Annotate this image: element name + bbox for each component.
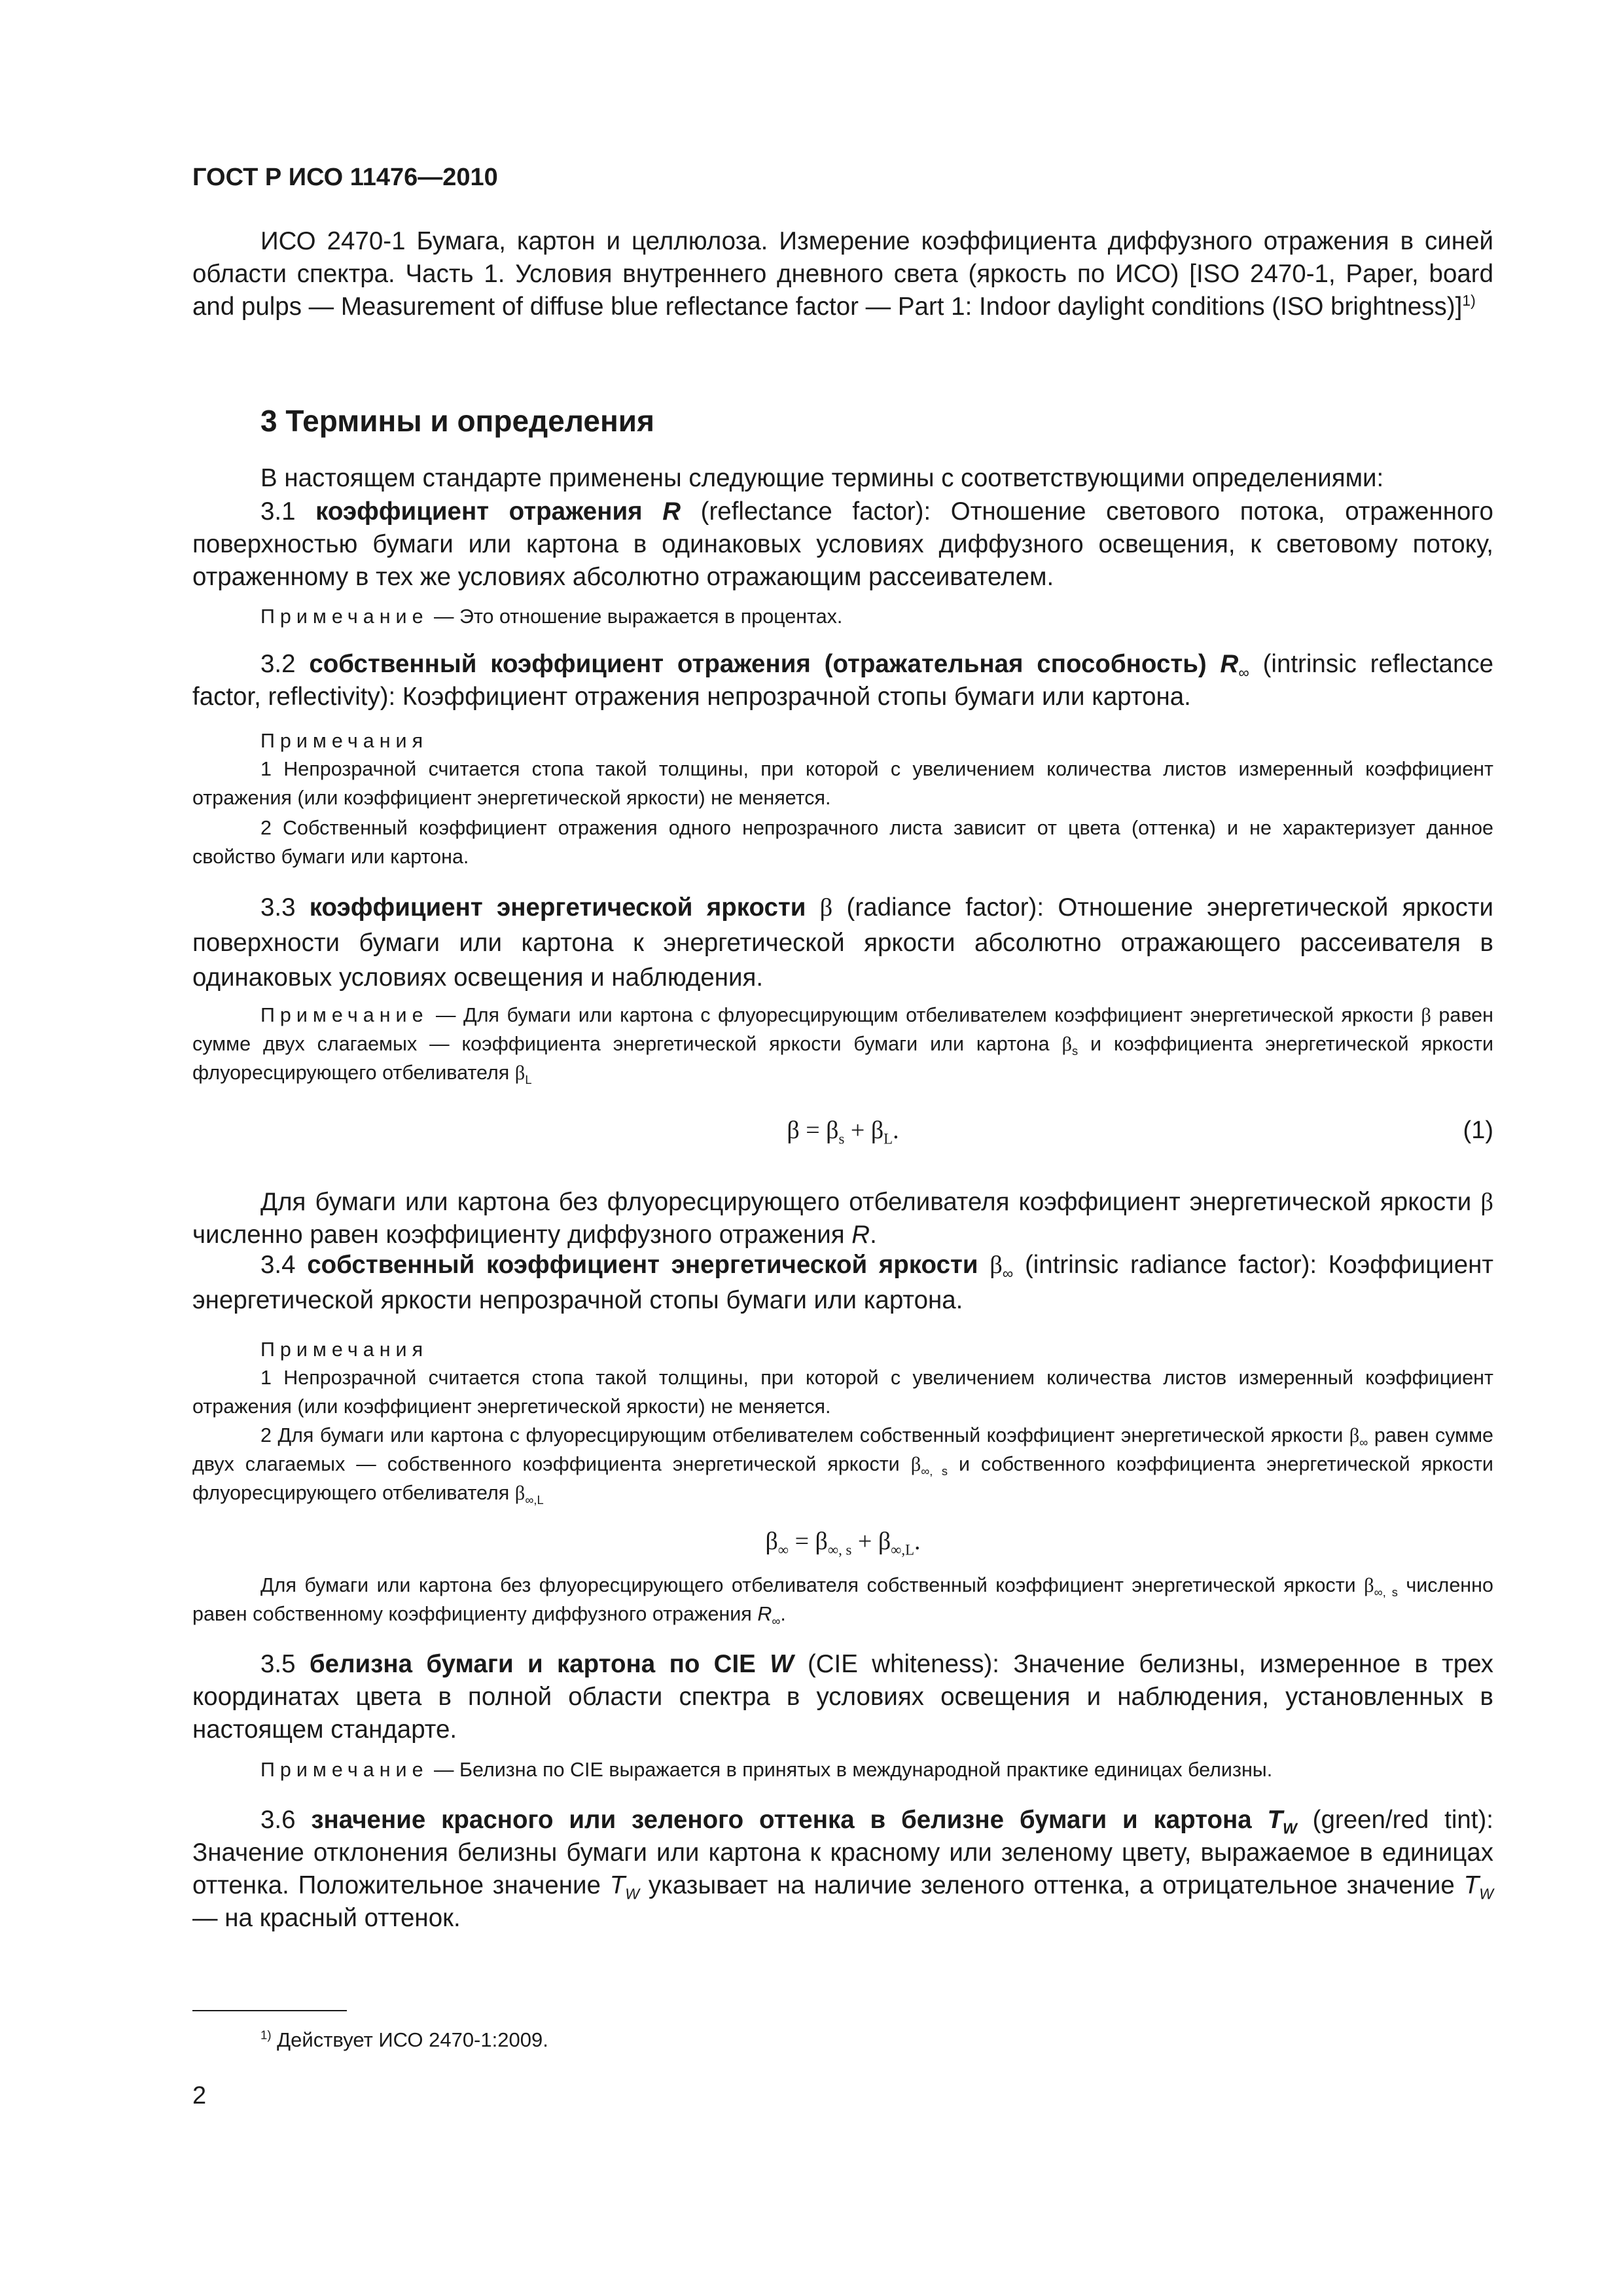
footnote: $^{1)}$ Действует ИСО 2470-1:2009.	[260, 2028, 548, 2051]
notes-label-3-4: Примечания	[260, 1338, 429, 1361]
paragraph-after-formula-2: Для бумаги или картона без флуоресцирующего отбеливателя собственный коэффициент энергетической яркости $\beta_{\infty, s}$ численно равен собственному коэффициенту диффузного отражения $R_\infty$.	[192, 1574, 1493, 1628]
footnote-divider	[192, 2010, 347, 2011]
term-3-6: 3.6 значение красного или зеленого оттенка в белизне бумаги и картона $T_W$ (green/red tint): Значение отклонения белизны бумаги или картона к красному или зеленому цвету, выражаемое в единицах оттенка. Положительное значение $T_W$ указывает на наличие зеленого оттенка, а отрицательное значение $T_W$ — на красный оттенок.	[192, 1806, 1493, 1932]
note-3-3: Примечание — Для бумаги или картона с флуоресцирующим отбеливателем коэффициент энергетической яркости β равен сумме двух слагаемых — коэффициента энергетической яркости бумаги или картона $\beta_s$ и коэффициента энергетической яркости флуоресцирующего отбеливателя $\beta_L$	[192, 1004, 1493, 1087]
normative-reference: ИСО 2470-1 Бумага, картон и целлюлоза. Измерение коэффициента диффузного отражения в синей области спектра. Часть 1. Условия внутреннего дневного света (яркость по ИСО) [ISO 2470-1, Paper, board and pulps — Measurement of diffuse blue reflectance factor — Part 1: Indoor daylight conditions (ISO brightness)]$^{1)}$	[192, 227, 1493, 321]
note-3-4-2: 2 Для бумаги или картона с флуоресцирующим отбеливателем собственный коэффициент энергетической яркости $\beta_\infty$ равен сумме двух слагаемых — собственного коэффициента энергетической яркости $\beta_{\infty, s}$ и собственного коэффициента энергетической яркости флуоресцирующего отбеливателя $\beta_{\infty,L}$	[192, 1424, 1494, 1507]
term-3-3: 3.3 коэффициент энергетической яркости β (radiance factor): Отношение энергетической яркости поверхности бумаги или картона к энергетической яркости абсолютно отражающего рассеивателя в одинаковых условиях освещения и наблюдения.	[192, 893, 1493, 992]
term-3-5: 3.5 белизна бумаги и картона по CIE W (CIE whiteness): Значение белизны, измеренное в трех координатах цвета в полной области спектра в условиях освещения и наблюдения, установленных в настоящем стандарте.	[192, 1650, 1494, 1744]
note-3-4-1: 1 Непрозрачной считается стопа такой толщины, при которой с увеличением количества листов измеренный коэффициент отражения (или коэффициент энергетической яркости) не меняется.	[192, 1367, 1493, 1418]
footnote-ref: 1)	[1462, 292, 1476, 310]
term-3-4: 3.4 собственный коэффициент энергетической яркости $\beta_\infty$ (intrinsic radiance factor): Коэффициент энергетической яркости непрозрачной стопы бумаги или картона.	[192, 1251, 1493, 1314]
note-3-2-1: 1 Непрозрачной считается стопа такой толщины, при которой с увеличением количества листов измеренный коэффициент отражения (или коэффициент энергетической яркости) не меняется.	[192, 758, 1493, 809]
note-3-2-2: 2 Собственный коэффициент отражения одного непрозрачного листа зависит от цвета (оттенка) и не характеризует данное свойство бумаги или картона.	[192, 817, 1493, 868]
term-3-2: 3.2 собственный коэффициент отражения (отражательная способность) $R_\infty$ (intrinsic reflectance factor, reflectivity): Коэффициент отражения непрозрачной стопы бумаги или картона.	[192, 650, 1494, 711]
term-3-1: 3.1 коэффициент отражения R (reflectance factor): Отношение светового потока, отраженного поверхностью бумаги или картона в одинаковых условиях диффузного освещения, к световому потоку, отраженному в тех же условиях абсолютно отражающим рассеивателем.	[192, 497, 1493, 591]
section-intro: В настоящем стандарте применены следующие термины с соответствующими определениями:	[260, 464, 1384, 492]
note-3-5: Примечание — Белизна по CIE выражается в принятых в международной практике единицах белизны.	[260, 1759, 1273, 1781]
document-page: ГОСТ Р ИСО 11476—2010 ИСО 2470-1 Бумага, картон и целлюлоза. Измерение коэффициента диффузного отражения в синей области спектра. Часть 1. Условия внутреннего дневного света (яркость по ИСО) [ISO 2470-1, Paper, board and pulps — Measurement of diffuse blue reflectance factor — Part 1: Indoor daylight conditions (ISO brightness)]$^{1)}$ 3 Термины и определения В настоящем стандарте применены следующие термины с соответствующими определениями: 3.1 коэффициент отражения R (reflectance factor): Отношение светового потока, отраженного поверхностью бумаги или картона в одинаковых условиях диффузного освещения, к световому потоку, отраженному в тех же условиях абсолютно отражающим рассеивателем. Примечание — Это отношение выражается в процентах. 3.2 собственный коэффициент отражения (отражательная способность) $R_\infty$ (intrinsic reflectance factor, reflectivity): Коэффициент отражения непрозрачной стопы бумаги или картона. Примечания 1 Непрозрачной считается стопа такой толщины, при которой с увеличением количества листов измеренный коэффициент отражения (или коэффициент энергетической яркости) не меняется. 2 Собственный коэффициент отражения одного непрозрачного листа зависит от цвета (оттенка) и не характеризует данное свойство бумаги или картона. 3.3 коэффициент энергетической яркости β (radiance factor): Отношение энергетической яркости поверхности бумаги или картона к энергетической яркости абсолютно отражающего рассеивателя в одинаковых условиях освещения и наблюдения. Примечание — Для бумаги или картона с флуоресцирующим отбеливателем коэффициент энергетической яркости β равен сумме двух слагаемых — коэффициента энергетической яркости бумаги или картона $\beta_s$ и коэффициента энергетической яркости флуоресцирующего отбеливателя $\beta_L$ $\beta = \beta_s + \beta_L$. (1) Для бумаги или картона без флуоресцирующего отбеливателя коэффициент энергетической яркости β численно равен коэффициенту диффузного отражения R. 3.4 собственный коэффициент энергетической яркости $\beta_\infty$ (intrinsic radiance factor): Коэффициент энергетической яркости непрозрачной стопы бумаги или картона. Примечания 1 Непрозрачной считается стопа такой толщины, при которой с увеличением количества листов измеренный коэффициент отражения (или коэффициент энергетической яркости) не меняется. 2 Для бумаги или картона с флуоресцирующим отбеливателем собственный коэффициент энергетической яркости $\beta_\infty$ равен сумме двух слагаемых — собственного коэффициента энергетической яркости $\beta_{\infty, s}$ и собственного коэффициента энергетической яркости флуоресцирующего отбеливателя $\beta_{\infty,L}$ $\beta_\infty = \beta_{\infty, s} + \beta_{\infty,L}$. Для бумаги или картона без флуоресцирующего отбеливателя собственный коэффициент энергетической яркости $\beta_{\infty, s}$ численно равен собственному коэффициенту диффузного отражения $R_\infty$. 3.5 белизна бумаги и картона по CIE W (CIE whiteness): Значение белизны, измеренное в трех координатах цвета в полной области спектра в условиях освещения и наблюдения, установленных в настоящем стандарте. Примечание — Белизна по CIE выражается в принятых в международной практике единицах белизны. 3.6 значение красного или зеленого оттенка в белизне бумаги и картона $T_W$ (green/red tint): Значение отклонения белизны бумаги или картона к красному или зеленому цвету, выражаемое в единицах оттенка. Положительное значение $T_W$ указывает на наличие зеленого оттенка, а отрицательное значение $T_W$ — на красный оттенок. $^{1)}$ Действует ИСО 2470-1:2009. 2	[0, 0, 1623, 2296]
note-3-1: Примечание — Это отношение выражается в процентах.	[260, 605, 843, 628]
paragraph-after-formula-1: Для бумаги или картона без флуоресцирующего отбеливателя коэффициент энергетической яркости β численно равен коэффициенту диффузного отражения R.	[192, 1188, 1493, 1249]
doc-header: ГОСТ Р ИСО 11476—2010	[192, 164, 498, 191]
section-title: 3 Термины и определения	[260, 404, 654, 438]
page-number: 2	[192, 2082, 207, 2109]
notes-label-3-2: Примечания	[260, 730, 429, 752]
formula-number: (1)	[1463, 1117, 1493, 1144]
